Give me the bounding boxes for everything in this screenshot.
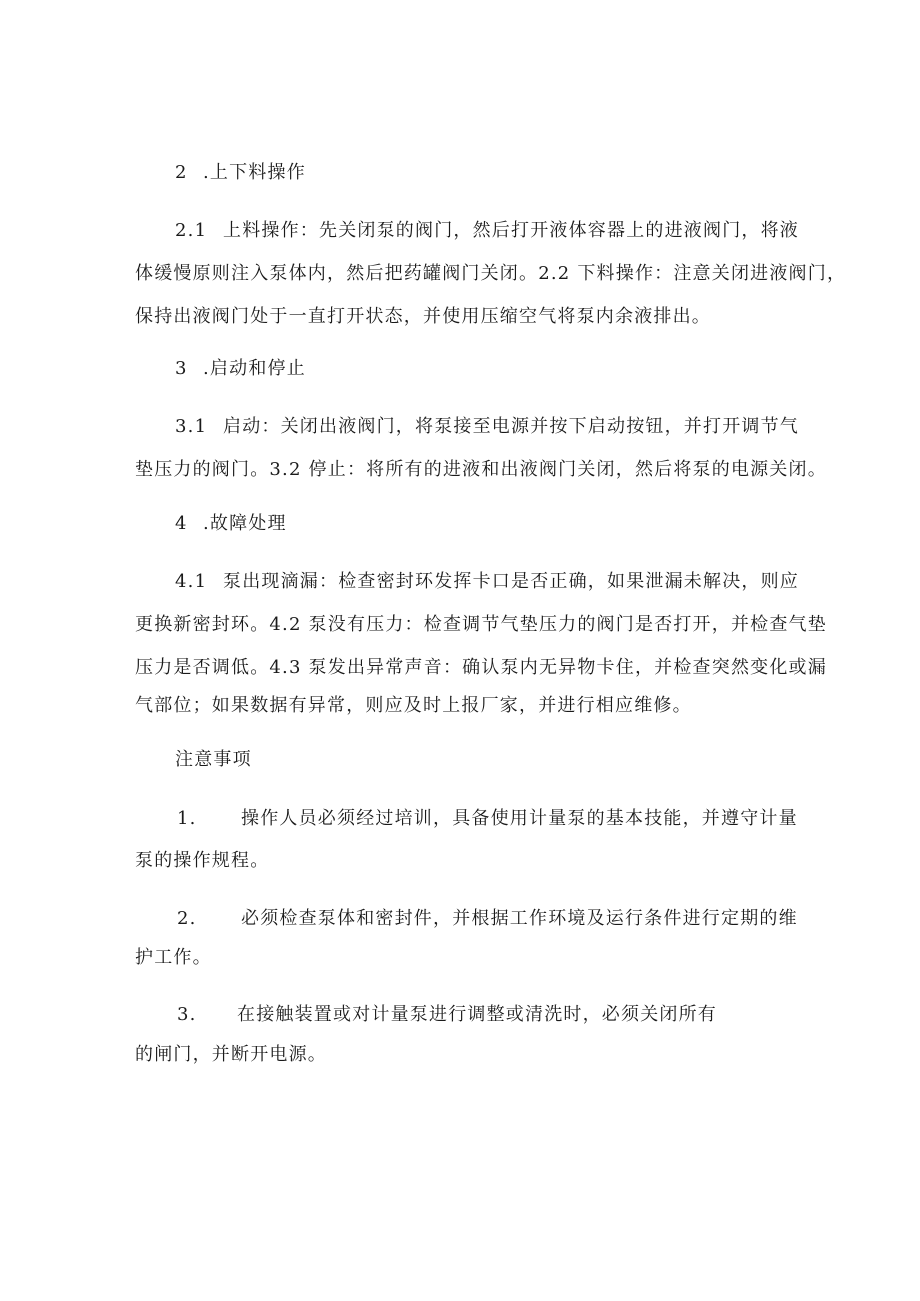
paragraph-line: 垫压力的阀门。3.2 停止：将所有的进液和出液阀门关闭，然后将泵的电源关闭。 (135, 459, 827, 480)
note-continuation: 泵的操作规程。 (135, 850, 270, 871)
section-number: 2 (175, 162, 188, 183)
paragraph-line: 更换新密封环。4.2 泵没有压力：检查调节气垫压力的阀门是否打开，并检查气垫 (135, 614, 827, 635)
paragraph-line: 压力是否调低。4.3 泵发出异常声音：确认泵内无异物卡住，并检查突然变化或漏 (135, 657, 827, 678)
section-title: .启动和停止 (203, 358, 306, 379)
paragraph-line (175, 220, 799, 242)
note-item (177, 808, 798, 830)
paragraph-text: 泵出现滴漏：检查密封环发挥卡口是否正确，如果泄漏未解决，则应 (223, 571, 799, 592)
note-number: 3. (177, 1004, 197, 1025)
note-text: 必须检查泵体和密封件，并根据工作环境及运行条件进行定期的维 (241, 908, 798, 929)
section-title: .上下料操作 (203, 162, 306, 183)
paragraph-text: 上料操作：先关闭泵的阀门，然后打开液体容器上的进液阀门，将液 (223, 220, 799, 241)
paragraph-text: 启动：关闭出液阀门，将泵接至电源并按下启动按钮，并打开调节气 (223, 416, 799, 437)
paragraph-line (175, 416, 799, 438)
note-item (177, 908, 798, 930)
notes-heading: 注意事项 (175, 749, 252, 770)
section-4-heading (175, 513, 287, 535)
note-text: 操作人员必须经过培训，具备使用计量泵的基本技能，并遵守计量 (241, 808, 798, 829)
note-number: 2. (177, 908, 197, 929)
clause-number: 2.1 (175, 220, 208, 241)
clause-number: 4.1 (175, 571, 208, 592)
note-number: 1. (177, 808, 197, 829)
note-continuation: 的闸门，并断开电源。 (135, 1044, 327, 1065)
section-title: .故障处理 (203, 513, 287, 534)
note-continuation: 护工作。 (135, 947, 212, 968)
paragraph-line (175, 571, 799, 593)
section-number: 4 (175, 513, 188, 534)
clause-number: 3.1 (175, 416, 208, 437)
paragraph-line: 体缓慢原则注入泵体内，然后把药罐阀门关闭。2.2 下料操作：注意关闭进液阀门， (135, 263, 847, 284)
note-text: 在接触装置或对计量泵进行调整或清洗时，必须关闭所有 (237, 1004, 717, 1025)
paragraph-line: 气部位；如果数据有异常，则应及时上报厂家，并进行相应维修。 (135, 695, 692, 716)
note-item (177, 1004, 717, 1026)
section-number: 3 (175, 358, 188, 379)
paragraph-line: 保持出液阀门处于一直打开状态，并使用压缩空气将泵内余液排出。 (135, 306, 711, 327)
section-3-heading (175, 358, 306, 380)
section-2-heading (175, 162, 306, 184)
